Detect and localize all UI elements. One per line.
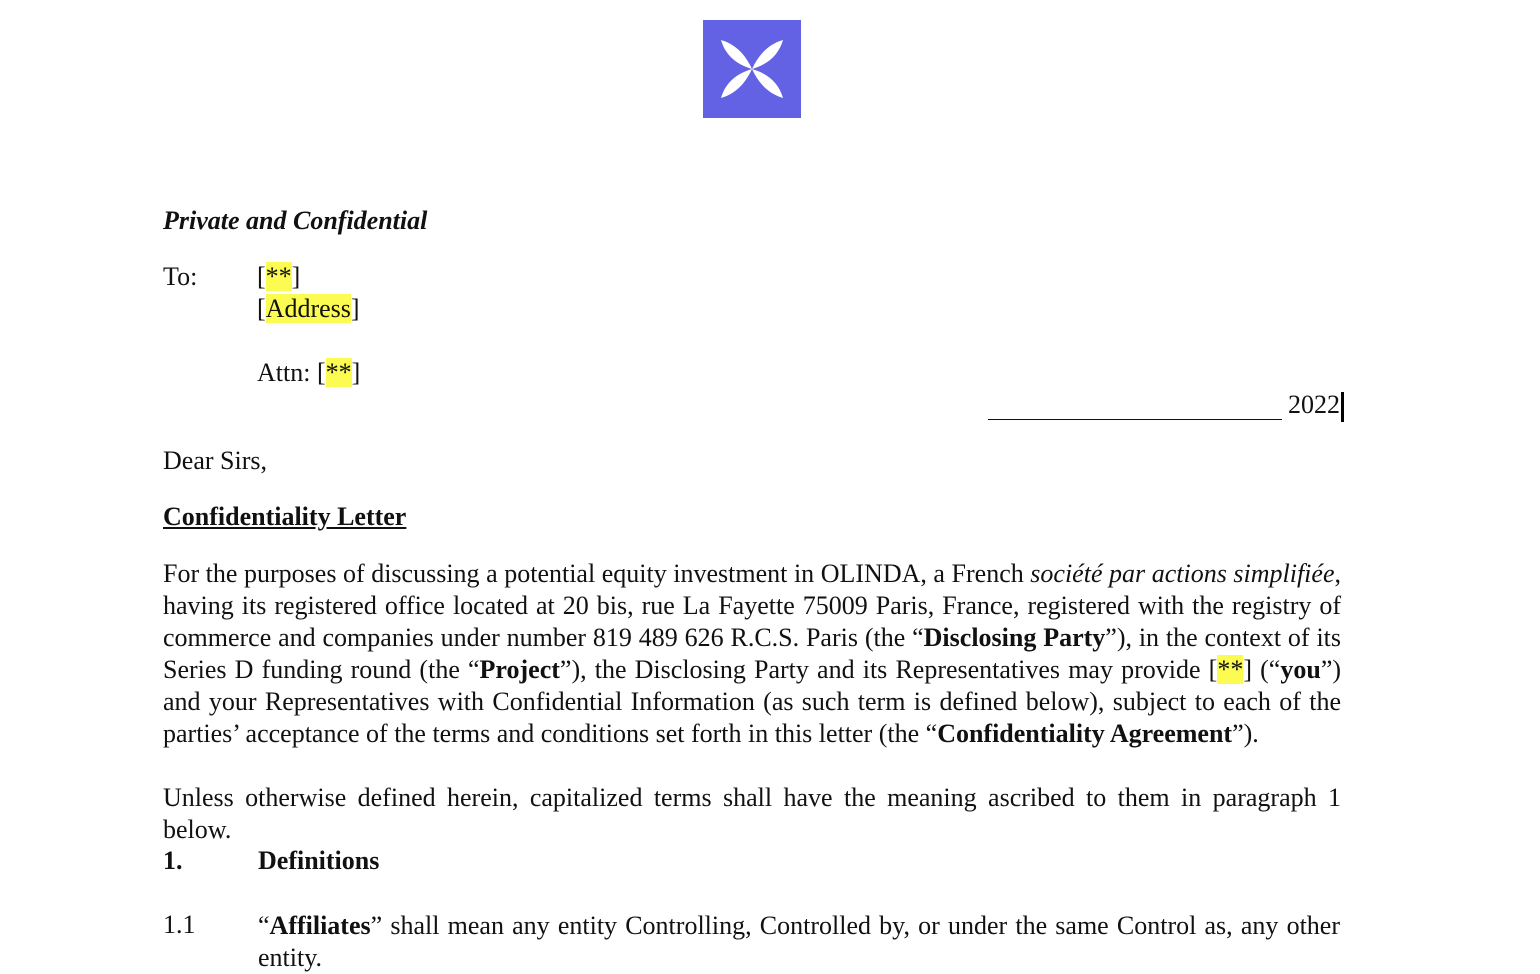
to-label: To: [163,262,198,291]
recipient-placeholder: [**] [257,262,301,291]
company-logo [703,20,801,118]
term-affiliates: Affiliates [269,911,371,940]
confidential-label: Private and Confidential [163,206,428,235]
term-project: Project [479,655,560,684]
date-year: 2022 [1288,390,1340,419]
definition-affiliates: “Affiliates” shall mean any entity Controlling, Controlled by, or under the same Control as, any other entity. [258,911,1340,972]
address-highlight: Address [265,294,351,323]
party-placeholder-highlight: ** [1217,655,1244,684]
salutation: Dear Sirs, [163,446,267,475]
section-number: 1. [163,846,183,875]
date-line[interactable] [988,390,1344,420]
text-cursor [1341,392,1344,422]
letter-heading: Confidentiality Letter [163,502,407,531]
attn-highlight: ** [325,358,352,387]
term-confidentiality-agreement: Confidentiality Agreement [937,719,1233,748]
defined-terms-paragraph: Unless otherwise defined herein, capitalized terms shall have the meaning ascribed to them in paragraph 1 below. [163,783,1341,844]
recipient-highlight: ** [265,262,292,291]
term-you: you [1280,655,1321,684]
date-blank [988,395,1282,420]
section-title: Definitions [258,846,380,875]
attn-label: Attn: [257,358,317,387]
attn-line: Attn: [**] [257,358,361,387]
flower-logo-icon [717,34,787,104]
definition-number: 1.1 [163,910,196,939]
intro-paragraph: For the purposes of discussing a potential equity investment in OLINDA, a French société par actions simplifiée, having its registered office located at 20 bis, rue La Fayette 75009 Paris, France, registered with the registry of commerce and companies under number 819 489 626 R.C.S. Paris (the “Disclosing Party”), in the context of its Series D funding round (the “Project”), the Disclosing Party and its Representatives may provide [**] (“you”) and your Representatives with Confidential Information (as such term is defined below), subject to each of the parties’ acceptance of the terms and conditions set forth in this letter (the “Confidentiality Agreement”). [163,559,1342,748]
company-form-italic: société par actions simplifiée [1030,559,1335,588]
address-placeholder: [Address] [257,294,360,323]
term-disclosing-party: Disclosing Party [923,623,1106,652]
